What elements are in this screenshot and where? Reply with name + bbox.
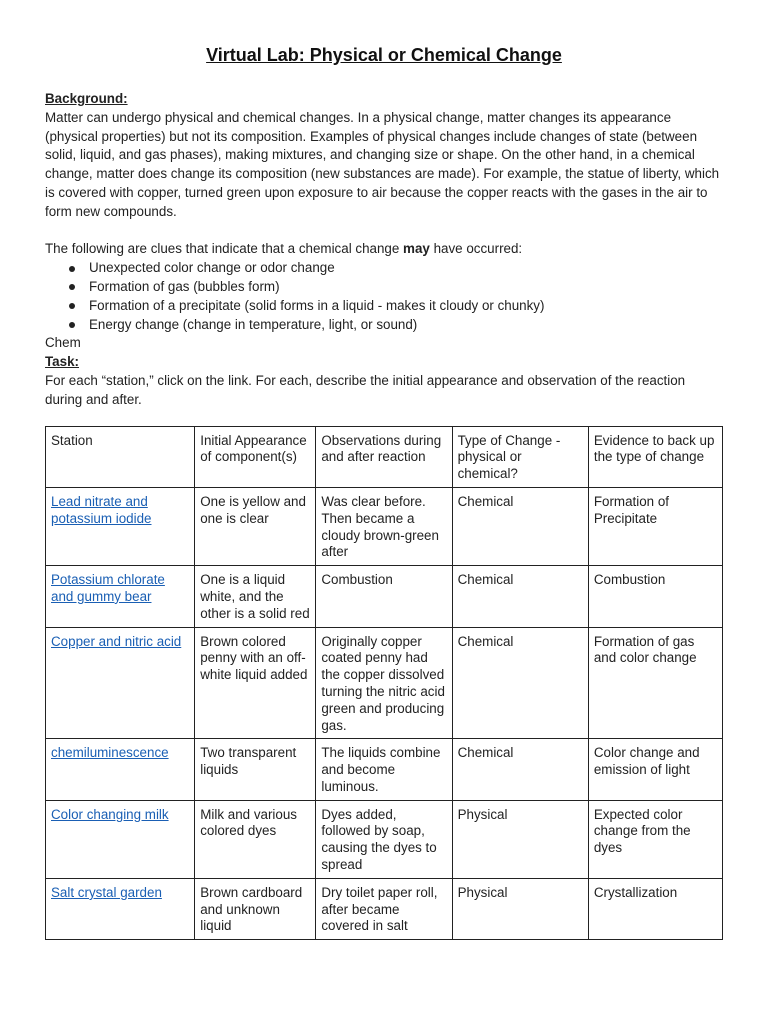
cell-initial: One is yellow and one is clear (195, 487, 316, 565)
cell-type: Chemical (452, 487, 588, 565)
cell-observations: Was clear before. Then became a cloudy brown-green after (316, 487, 452, 565)
task-heading: Task: (45, 354, 79, 370)
header-initial: Initial Appearance of component(s) (195, 426, 316, 487)
cell-observations: Combustion (316, 566, 452, 627)
task-text: For each “station,” click on the link. For each, describe the initial appearance and observation of the reaction during and after. (45, 372, 686, 407)
header-type: Type of Change - physical or chemical? (452, 426, 588, 487)
table-row (46, 487, 723, 565)
cell-initial: Brown colored penny with an off-white liquid added (195, 627, 316, 739)
cell-type: Chemical (452, 566, 588, 627)
table-row (46, 800, 723, 878)
stations-table (45, 426, 723, 941)
list-item: Formation of gas (bubbles form) (89, 278, 723, 297)
cell-type: Physical (452, 878, 588, 939)
clues-list (45, 259, 723, 334)
background-text: Matter can undergo physical and chemical changes. In a physical change, matter changes its appearance (physical properties) but not its composition. Examples of physical changes include changes of state (between solid, liquid, and gas phases), making mixtures, and changing size or shape. On the other hand, in a chemical change, matter does change its composition (new substances are made). For example, the statue of liberty, which is covered with copper, turned green upon exposure to air because the copper reacts with the gases in the air to form new compounds. (45, 109, 720, 219)
cell-evidence: Formation of gas and color change (588, 627, 722, 739)
cell-initial: Brown cardboard and unknown liquid (195, 878, 316, 939)
list-item: Formation of a precipitate (solid forms in a liquid - makes it cloudy or chunky) (89, 297, 723, 316)
clues-intro: The following are clues that indicate that a chemical change may have occurred: (45, 241, 523, 257)
station-link-lead-nitrate[interactable]: Lead nitrate and potassium iodide (51, 493, 152, 526)
background-section (45, 90, 723, 222)
header-station: Station (46, 426, 195, 487)
cell-type: Chemical (452, 627, 588, 739)
table-row (46, 566, 723, 627)
clues-intro-bold: may (403, 241, 430, 257)
cell-observations: The liquids combine and become luminous. (316, 739, 452, 800)
header-evidence: Evidence to back up the type of change (588, 426, 722, 487)
cell-evidence: Color change and emission of light (588, 739, 722, 800)
cell-evidence: Formation of Precipitate (588, 487, 722, 565)
cell-type: Physical (452, 800, 588, 878)
cell-evidence: Combustion (588, 566, 722, 627)
cell-initial: One is a liquid white, and the other is a solid red (195, 566, 316, 627)
table-row (46, 739, 723, 800)
table-header-row (46, 426, 723, 487)
station-link-copper-nitric-acid[interactable]: Copper and nitric acid (51, 633, 182, 649)
station-link-potassium-chlorate[interactable]: Potassium chlorate and gummy bear (51, 572, 165, 604)
cell-type: Chemical (452, 739, 588, 800)
stray-text: Chem (45, 335, 81, 351)
list-item: Energy change (change in temperature, light, or sound) (89, 316, 723, 335)
table-row (46, 627, 723, 739)
cell-observations: Dry toilet paper roll, after became covered in salt (316, 878, 452, 939)
station-link-chemiluminescence[interactable]: chemiluminescence (51, 745, 169, 761)
cell-initial: Two transparent liquids (195, 739, 316, 800)
background-heading: Background: (45, 91, 128, 106)
page-title: Virtual Lab: Physical or Chemical Change (206, 45, 562, 65)
table-row (46, 878, 723, 939)
list-item: Unexpected color change or odor change (89, 259, 723, 278)
cell-observations: Dyes added, followed by soap, causing the dyes to spread (316, 800, 452, 878)
cell-evidence: Expected color change from the dyes (588, 800, 722, 878)
station-link-salt-crystal-garden[interactable]: Salt crystal garden (51, 884, 162, 900)
station-link-color-changing-milk[interactable]: Color changing milk (51, 806, 169, 822)
cell-observations: Originally copper coated penny had the copper dissolved turning the nitric acid green and producing gas. (316, 627, 452, 739)
cell-initial: Milk and various colored dyes (195, 800, 316, 878)
header-observations: Observations during and after reaction (316, 426, 452, 487)
cell-evidence: Crystallization (588, 878, 722, 939)
